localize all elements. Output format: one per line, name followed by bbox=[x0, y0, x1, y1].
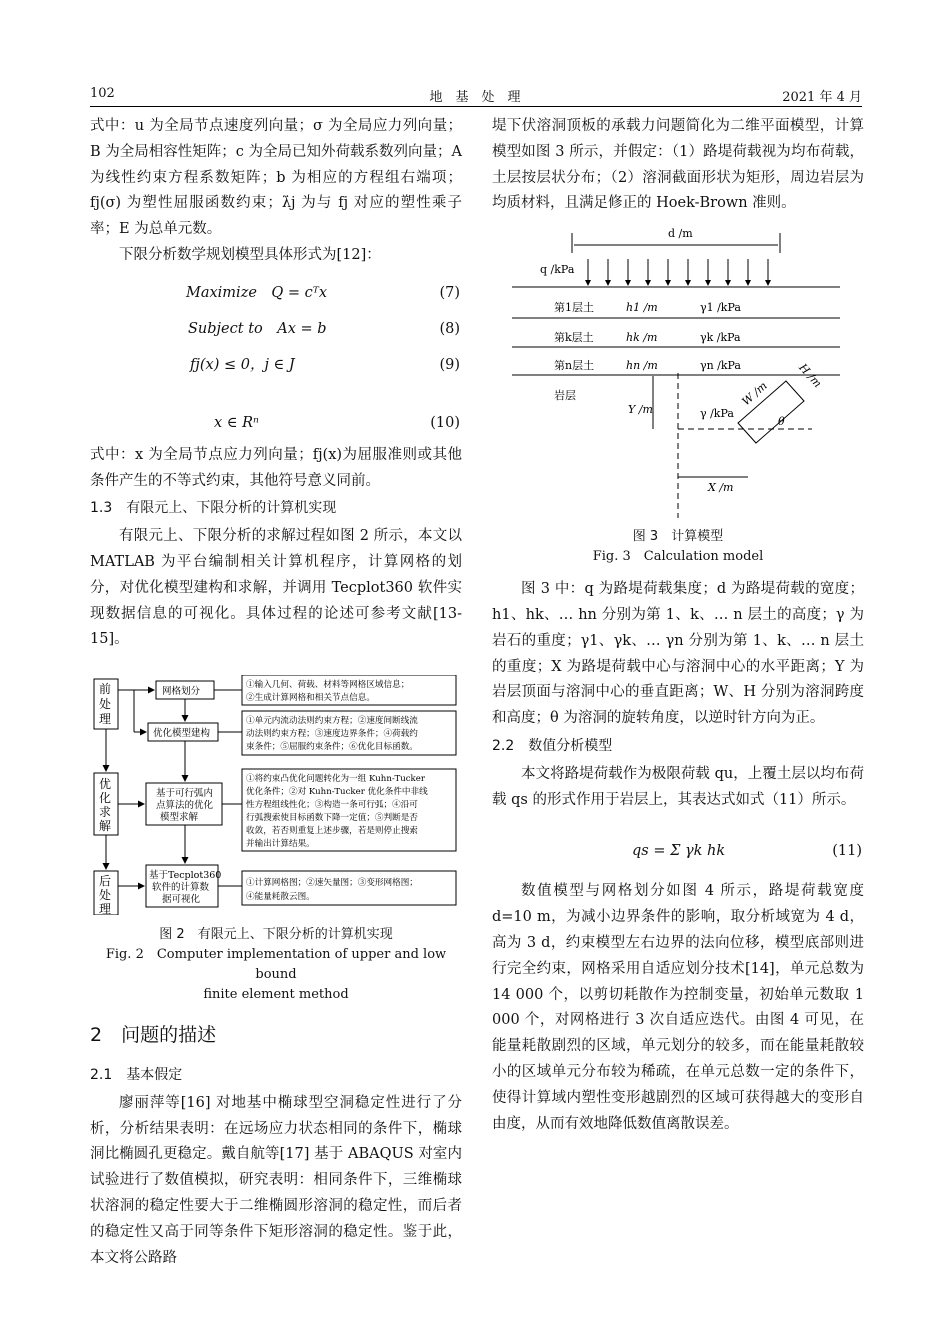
paragraph: 式中：u 为全局节点速度列向量；σ 为全局应力列向量；B 为全局相容性矩阵；c 为全局已知外荷载系数列向量；A 为线性约束方程系数矩阵；b 为相应的方程组右端项；fj(σ) 为塑性屈服函数约束；λ̇j 为与 fj 对应的塑性乘子率；E 为总单元数。 bbox=[90, 118, 462, 238]
label-theta: θ bbox=[778, 415, 785, 429]
figure-2-caption-cn: 图 2 有限元上、下限分析的计算机实现 bbox=[159, 927, 393, 943]
label-Y: Y /m bbox=[628, 403, 653, 417]
box-vis-3: 据可视化 bbox=[162, 894, 201, 906]
header-rule bbox=[90, 106, 862, 107]
label-gk: γk /kPa bbox=[700, 331, 741, 345]
figure-3-model bbox=[492, 223, 864, 523]
label-X: X /m bbox=[708, 481, 734, 495]
label-g1: γ1 /kPa bbox=[700, 301, 741, 315]
label-hk: hk /m bbox=[626, 331, 658, 345]
equation-number: (11) bbox=[832, 843, 862, 860]
box-mesh: 网格划分 bbox=[162, 686, 201, 698]
stage-post-1: 后 bbox=[99, 874, 112, 889]
label-W: W /m bbox=[739, 379, 770, 409]
desc: ①计算网格图；②速矢量图；③变形网格图； bbox=[246, 878, 418, 889]
label-H: H /m bbox=[796, 361, 825, 391]
paragraph: 式中：x 为全局节点应力列向量；fj(x)为屈服准则或其他条件产生的不等式约束，其他符号意义同前。 bbox=[90, 446, 462, 489]
desc: ②生成计算网格和相关节点信息。 bbox=[246, 693, 375, 704]
stage-pre-1: 前 bbox=[99, 682, 112, 697]
desc: 优化条件；②对 Kuhn-Tucker 优化条件中非线 bbox=[246, 787, 428, 798]
desc: 收敛，若否则重复上述步骤，若是则停止搜索 bbox=[246, 826, 418, 837]
box-model: 优化模型建构 bbox=[153, 728, 211, 740]
equation-number: (9) bbox=[439, 356, 460, 373]
stage-opt-4: 解 bbox=[99, 819, 112, 834]
label-hn: hn /m bbox=[626, 359, 658, 373]
paragraph: 堤下伏溶洞顶板的承载力问题简化为二维平面模型，计算模型如图 3 所示，并假定：（1）路堤荷载视为均布荷载，土层按层状分布；（2）溶洞截面形状为矩形，周边岩层为均质材料，且满足修正的 Hoek-Brown 准则。 bbox=[492, 118, 864, 212]
stage-opt-2: 化 bbox=[99, 791, 112, 806]
section-heading: 1.3 有限元上、下限分析的计算机实现 bbox=[90, 500, 337, 517]
equation: Maximize Q = cᵀx bbox=[186, 284, 328, 301]
stage-pre-2: 处 bbox=[99, 697, 112, 712]
figure-2-flowchart bbox=[90, 675, 462, 915]
label-q: q /kPa bbox=[540, 263, 575, 277]
layer-1: 第1层土 bbox=[554, 301, 594, 315]
equation-number: (7) bbox=[439, 284, 460, 301]
paragraph: 图 3 中：q 为路堤荷载集度；d 为路堤荷载的宽度；h1、hk、… hn 分别为第 1、k、… n 层土的高度；γ 为岩石的重度；γ1、γk、… γn 分别为第 1、k、… n 层土的重度；X 为路堤荷载中心与溶洞中心的水平距离；Y 为岩层顶面与溶洞中心的垂直距离；W、H 分别为溶洞跨度和高度；θ 为溶洞的旋转角度，以逆时针方向为正。 bbox=[492, 581, 864, 727]
label-d: d /m bbox=[668, 227, 693, 241]
paragraph: 本文将路堤荷载作为极限荷载 qu，上覆土层以均布荷载 qs 的形式作用于岩层上，其表达式如式（11）所示。 bbox=[492, 765, 864, 808]
left-column bbox=[90, 114, 462, 1271]
equation: x ∈ Rⁿ bbox=[214, 414, 259, 431]
figure-2-caption-en-2: finite element method bbox=[203, 987, 349, 1003]
issue-date: 2021 年 4 月 bbox=[782, 90, 862, 105]
equation: Subject to Ax = b bbox=[188, 320, 327, 337]
layer-rock: 岩层 bbox=[554, 389, 576, 403]
equation: qs = Σ γk hk bbox=[632, 843, 726, 860]
journal-title: 地 基 处 理 bbox=[429, 90, 521, 105]
figure-3-caption-cn: 图 3 计算模型 bbox=[632, 529, 724, 545]
label-gn: γn /kPa bbox=[700, 359, 741, 373]
layer-k: 第k层土 bbox=[554, 331, 594, 345]
stage-opt-3: 求 bbox=[99, 805, 112, 820]
page-number: 102 bbox=[90, 86, 115, 101]
label-g: γ /kPa bbox=[700, 407, 734, 421]
paragraph: 廖丽萍等[16] 对地基中椭球型空洞稳定性进行了分析，分析结果表明：在远场应力状态相同的条件下，椭球洞比椭圆孔更稳定。戴自航等[17] 基于 ABAQUS 对室内试验进行了数值模拟，研究表明：相同条件下，三维椭球状溶洞的稳定性要大于二维椭圆形溶洞的稳定性，而后者的稳定性又高于同等条件下矩形溶洞的稳定性。鉴于此，本文将公路路 bbox=[90, 1094, 462, 1266]
desc: 并输出计算结果。 bbox=[246, 839, 315, 850]
desc: ①输入几何、荷载、材料等网格区域信息； bbox=[246, 680, 410, 691]
equation-number: (8) bbox=[439, 320, 460, 337]
paragraph: 有限元上、下限分析的求解过程如图 2 所示，本文以 MATLAB 为平台编制相关计算机程序，计算网格的划分，对优化模型建构和求解，并调用 Tecplot360 软件实现数据信息的可视化。具体过程的论述可参考文献[13-15]。 bbox=[90, 528, 462, 648]
section-heading: 2.2 数值分析模型 bbox=[492, 737, 613, 754]
stage-post-3: 理 bbox=[99, 902, 112, 916]
stage-opt-1: 优 bbox=[99, 777, 112, 792]
paragraph: 数值模型与网格划分如图 4 所示，路堤荷载宽度 d=10 m，为减小边界条件的影响，取分析域宽为 4 d，高为 3 d，约束模型左右边界的法向位移，模型底部则进行完全约束，网格采用自适应划分技术[14]，单元总数为 14 000 个，以剪切耗散作为控制变量，初始单元数取 1 000 个，对网格进行 3 次自适应迭代。由图 4 可见，在能量耗散剧烈的区域，单元划分的较多，而在能量耗散较小的区域单元分布较为稀疏，在单元总数一定的条件下，使得计算域内塑性变形越剧烈的区域可获得越大的变形自由度，从而有效地降低数值离散误差。 bbox=[492, 883, 864, 1132]
right-column bbox=[492, 114, 864, 1137]
paragraph: 下限分析数学规划模型具体形式为[12]： bbox=[119, 246, 381, 263]
layer-n: 第n层土 bbox=[554, 359, 595, 373]
desc: ④能量耗散云图。 bbox=[246, 892, 315, 903]
equation-number: (10) bbox=[430, 414, 460, 431]
figure-3-caption-en: Fig. 3 Calculation model bbox=[592, 549, 764, 565]
box-solve-1: 基于可行弧内 bbox=[156, 788, 214, 800]
desc: 束条件；⑤屈服约束条件；⑥优化目标函数。 bbox=[246, 742, 418, 753]
section-heading: 2.1 基本假定 bbox=[90, 1066, 183, 1083]
stage-post-2: 处 bbox=[99, 888, 112, 903]
box-solve-3: 模型求解 bbox=[160, 812, 199, 824]
desc: 性方程组线性化；③构造一条可行弧；④沿可 bbox=[246, 800, 418, 811]
desc: ①单元内流动法则约束方程；②速度间断线流 bbox=[246, 716, 418, 727]
box-solve-2: 点算法的优化 bbox=[156, 800, 214, 812]
desc: 动法则约束方程；③速度边界条件；④荷载约 bbox=[246, 729, 418, 740]
desc: 行弧搜索使目标函数下降一定值；⑤判断是否 bbox=[246, 813, 418, 824]
box-vis-2: 软件的计算数 bbox=[152, 882, 210, 894]
stage-pre-3: 理 bbox=[99, 712, 112, 727]
equation: fj(x) ≤ 0，j ∈ J bbox=[190, 356, 295, 373]
desc: ①将约束凸优化问题转化为一组 Kuhn-Tucker bbox=[246, 774, 425, 785]
box-vis-1: 基于Tecplot360 bbox=[149, 870, 222, 882]
section-title: 2 问题的描述 bbox=[90, 1024, 217, 1047]
figure-2-caption-en: Fig. 2 Computer implementation of upper and low bound bbox=[105, 947, 447, 983]
label-h1: h1 /m bbox=[626, 301, 658, 315]
